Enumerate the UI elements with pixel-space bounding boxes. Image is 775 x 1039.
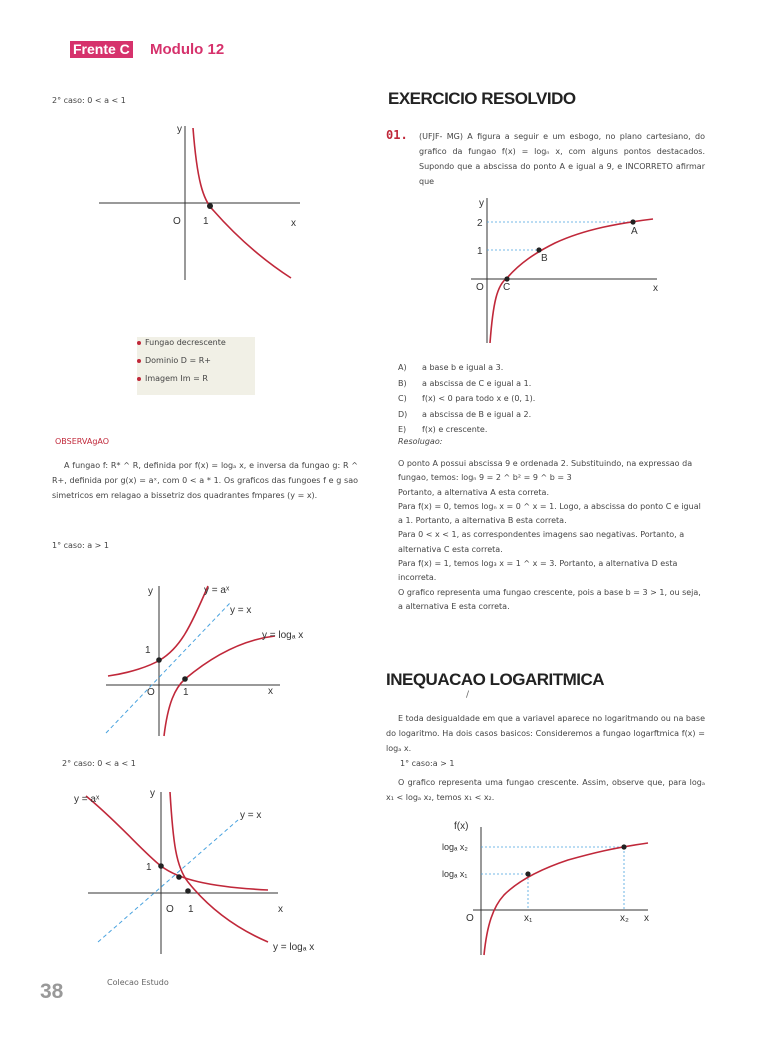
origin-label: O [476,282,484,293]
log-x1-label: logₐ x₁ [442,869,468,879]
origin-label: O [466,913,474,924]
option-e: E) f(x) e crescente. [398,425,488,434]
log-curve [164,636,275,736]
page-number: 38 [40,980,64,1003]
point-x2 [621,844,626,849]
origin-label: O [147,687,155,698]
properties-box [137,337,255,395]
bullet-item: Dominio D = R+ [137,355,255,367]
point-c-label: C [503,282,511,293]
y-label: y [150,788,155,799]
resolution-label: Resolugao: [398,437,443,446]
origin-label: O [173,216,181,227]
point-c [504,276,509,281]
point-1-0 [182,676,188,682]
case-label: 2° caso: 0 < a < 1 [52,96,126,105]
tick-2: 2 [477,218,483,229]
option-b: B) a abscissa de C e igual a 1. [398,378,532,388]
x-label: x [268,686,273,697]
one-y-label: 1 [146,862,152,873]
resolution-line: Para 0 < x < 1, as correspondentes imagens sao negativas. Portanto, a alternativa C esta correta. [398,530,685,554]
x1-label: x₁ [524,913,533,924]
graph-exp-log-decreasing [68,782,338,957]
point-x1 [525,871,530,876]
graph-inequation [438,815,660,957]
y-label: y [479,198,484,209]
exp-label: y = aˣ [74,794,100,805]
observacao-text: A fungao f: R* ^ R, definida por f(x) = logₐ x, e inversa da fungao g: R ^ R+, definida por g(x) = aˣ, com 0 < a * 1. Os graficos das fungoes f e g sao simetricos em relagao a bissetriz dos quadrantes fmpares (y = x). [52,461,358,500]
inequacao-text: E toda desigualdade em que a variavel aparece no logaritmando ou na base do logaritmo. Ha dois casos basicos: Consideremos a fungao logarftmica f(x) = logₐ x. [386,714,705,753]
graph-exp-log-increasing [100,578,340,740]
bullet-item: Fungao decrescente [137,337,255,349]
log-x2-label: logₐ x₂ [442,842,468,852]
resolution-line: O ponto A possui abscissa 9 e ordenada 2. Substituindo, na expressao da fungao, temos: logₙ 9 = 2 ^ b² = 9 ^ b = 3 [398,459,693,483]
point-a-label: A [631,226,638,237]
resolution-line: Para f(x) = 0, temos logₙ x = 0 ^ x = 1. Logo, a abscissa do ponto C e igual a 1. Portanto, a alternativa B esta correta. [398,501,701,526]
log-curve [484,843,648,955]
exercise-heading: EXERCICIO RESOLVIDO [388,89,576,108]
front-tag: Frente C [70,41,133,58]
exp-label: y = aˣ [204,585,230,596]
origin-label: O [166,904,174,915]
exercise-statement: (UFJF- MG) A figura a seguir e um esbogo, no plano cartesiano, do grafico da fungao f(x) = logₙ x, com alguns pontos destacados. Supondo que a abscissa do ponto A e igual a 9, e INCORRETO afirmar que [419,132,705,186]
resolution-block [398,457,705,614]
x-label: x [653,283,658,294]
point-0-1 [158,863,164,869]
inequacao-heading: INEQUACAO LOGARITMICA [386,670,605,689]
x-label: x [278,904,283,915]
point-a [630,219,635,224]
point-1-0 [185,888,191,894]
resolution-line: Para f(x) = 1, temos log₃ x = 1 ^ x = 3. Portanto, a alternativa D esta incorreta. [398,559,678,583]
option-c: C) f(x) < 0 para todo x e (0, 1). [398,394,536,403]
point-b [536,247,541,252]
point-1-0 [207,203,213,209]
inequacao-text-2: O grafico representa uma fungao crescente. Assim, observe que, para logₐ x₁ < logₐ x₂, temos x₁ < x₂. [386,778,705,802]
bullet-item: Imagem Im = R [137,373,255,385]
graph-exercise [465,193,670,348]
options-list [398,360,535,438]
y-label: y [148,586,153,597]
x-label: x [291,218,296,229]
fx-label: f(x) [454,821,469,832]
module-title: Modulo 12 [150,41,225,58]
log-label: y = logₐ x [262,630,304,641]
option-a: A) a base b e igual a 3. [398,363,504,372]
case1-label: 1° caso: a > 1 [52,541,110,550]
x-label: x [644,913,649,924]
log-curve [490,219,653,343]
tick-1: 1 [477,246,483,257]
inequacao-case1: 1° caso:a > 1 [400,759,455,768]
log-label: y = logₐ x [273,942,315,953]
bisector-label: y = x [230,605,252,616]
exercise-number: 01. [386,128,408,142]
one-label: 1 [203,216,209,227]
bisector-label: y = x [240,810,262,821]
case2-label: 2° caso: 0 < a < 1 [62,759,136,768]
bisector-line [98,820,238,942]
one-y-label: 1 [145,645,151,656]
intersection-point [176,874,182,880]
one-x-label: 1 [183,687,189,698]
x2-label: x₂ [620,913,629,924]
resolution-line: Portanto, a alternativa A esta correta. [398,487,549,497]
point-0-1 [156,657,162,663]
point-b-label: B [541,253,548,264]
collection-name: Colecao Estudo [107,978,169,987]
graph-decreasing-log [95,120,310,285]
observacao-title: OBSERVAgAO [55,437,110,446]
heading-mark: / [466,690,470,700]
one-x-label: 1 [188,904,194,915]
option-d: D) a abscissa de B e igual a 2. [398,409,532,419]
resolution-line: O grafico representa uma fungao crescente, pois a base b = 3 > 1, ou seja, a alternativa E esta correta. [398,587,701,611]
y-label: y [177,124,182,135]
